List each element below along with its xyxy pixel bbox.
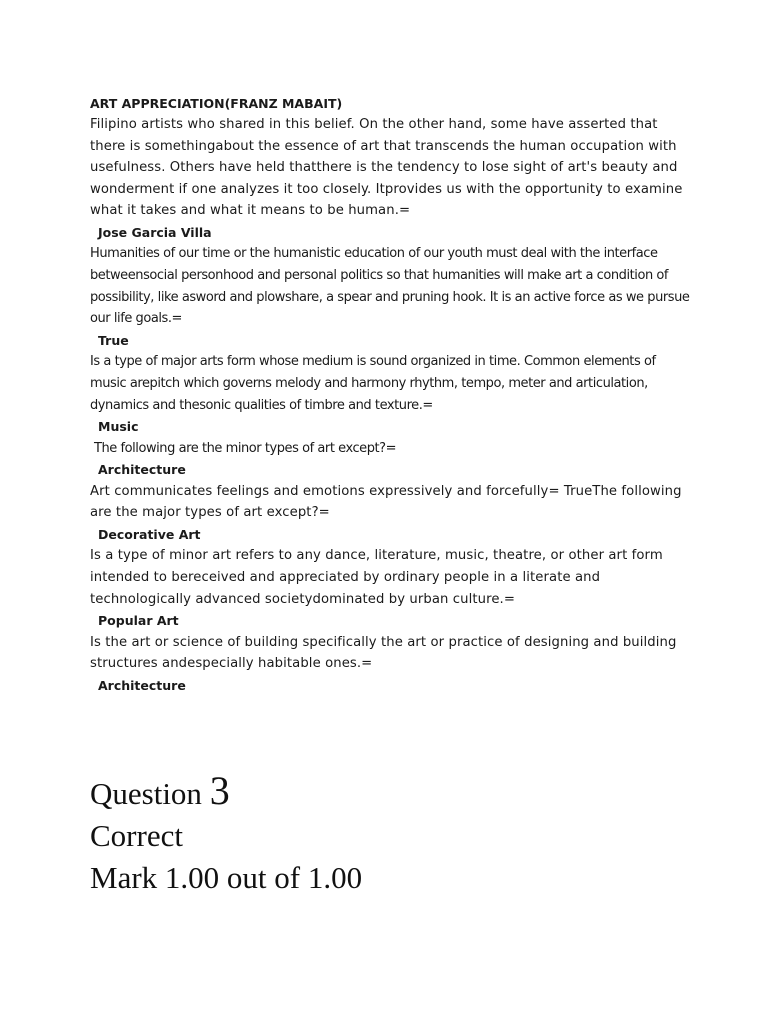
question-text: Filipino artists who shared in this belief. On the other hand, some have asserted that there is somethingabout the essence of art that transcends the human occupation with usefulness. Others have held thatthere is the tendency to lose sight of art's beauty and wonderment if one analyzes it too closely. Itprovides us with the opportunity to examine what it takes and what it means to be human.= xyxy=(90,117,683,219)
question-text: Is the art or science of building specifically the art or practice of designing and building structures andespecially habitable ones.= xyxy=(90,634,677,672)
answer-text: Popular Art xyxy=(98,613,179,629)
question-mark: Mark 1.00 out of 1.00 xyxy=(90,860,363,895)
question-text: The following are the minor types of art except?= xyxy=(94,440,397,456)
answer-text: Jose Garcia Villa xyxy=(98,224,212,240)
question-text: Is a type of major arts form whose medium is sound organized in time. Common elements of music arepitch which governs melody and harmony rhythm, tempo, meter and articulation, dynamics and thesonic qualities of timbre and texture.= xyxy=(90,354,656,413)
question-text: Humanities of our time or the humanistic education of our youth must deal with the interface betweensocial personhood and personal politics so that humanities will make art a condition of possibility, like asword and plowshare, a spear and pruning hook. It is an active force as we pursue our life goals.= xyxy=(90,246,690,327)
question-heading xyxy=(90,770,362,815)
answer-text: Architecture xyxy=(98,677,186,693)
question-label: Question xyxy=(90,776,202,811)
question-number: 3 xyxy=(209,768,230,813)
question-text: Art communicates feelings and emotions expressively and forcefully= TrueThe following are the major types of art except?= xyxy=(90,483,682,521)
answer-text: Architecture xyxy=(98,462,186,478)
document-title: ART APPRECIATION(FRANZ MABAIT) xyxy=(90,96,343,111)
answer-text: Decorative Art xyxy=(98,526,201,542)
question-text: Is a type of minor art refers to any dance, literature, music, theatre, or other art form intended to bereceived and appreciated by ordinary people in a literate and technologically advanced societydominated by urban culture.= xyxy=(90,548,663,607)
answer-text: True xyxy=(98,332,129,348)
question-status: Correct xyxy=(90,818,183,853)
document-body xyxy=(90,94,690,696)
question-info xyxy=(90,770,362,899)
answer-text: Music xyxy=(98,419,139,435)
